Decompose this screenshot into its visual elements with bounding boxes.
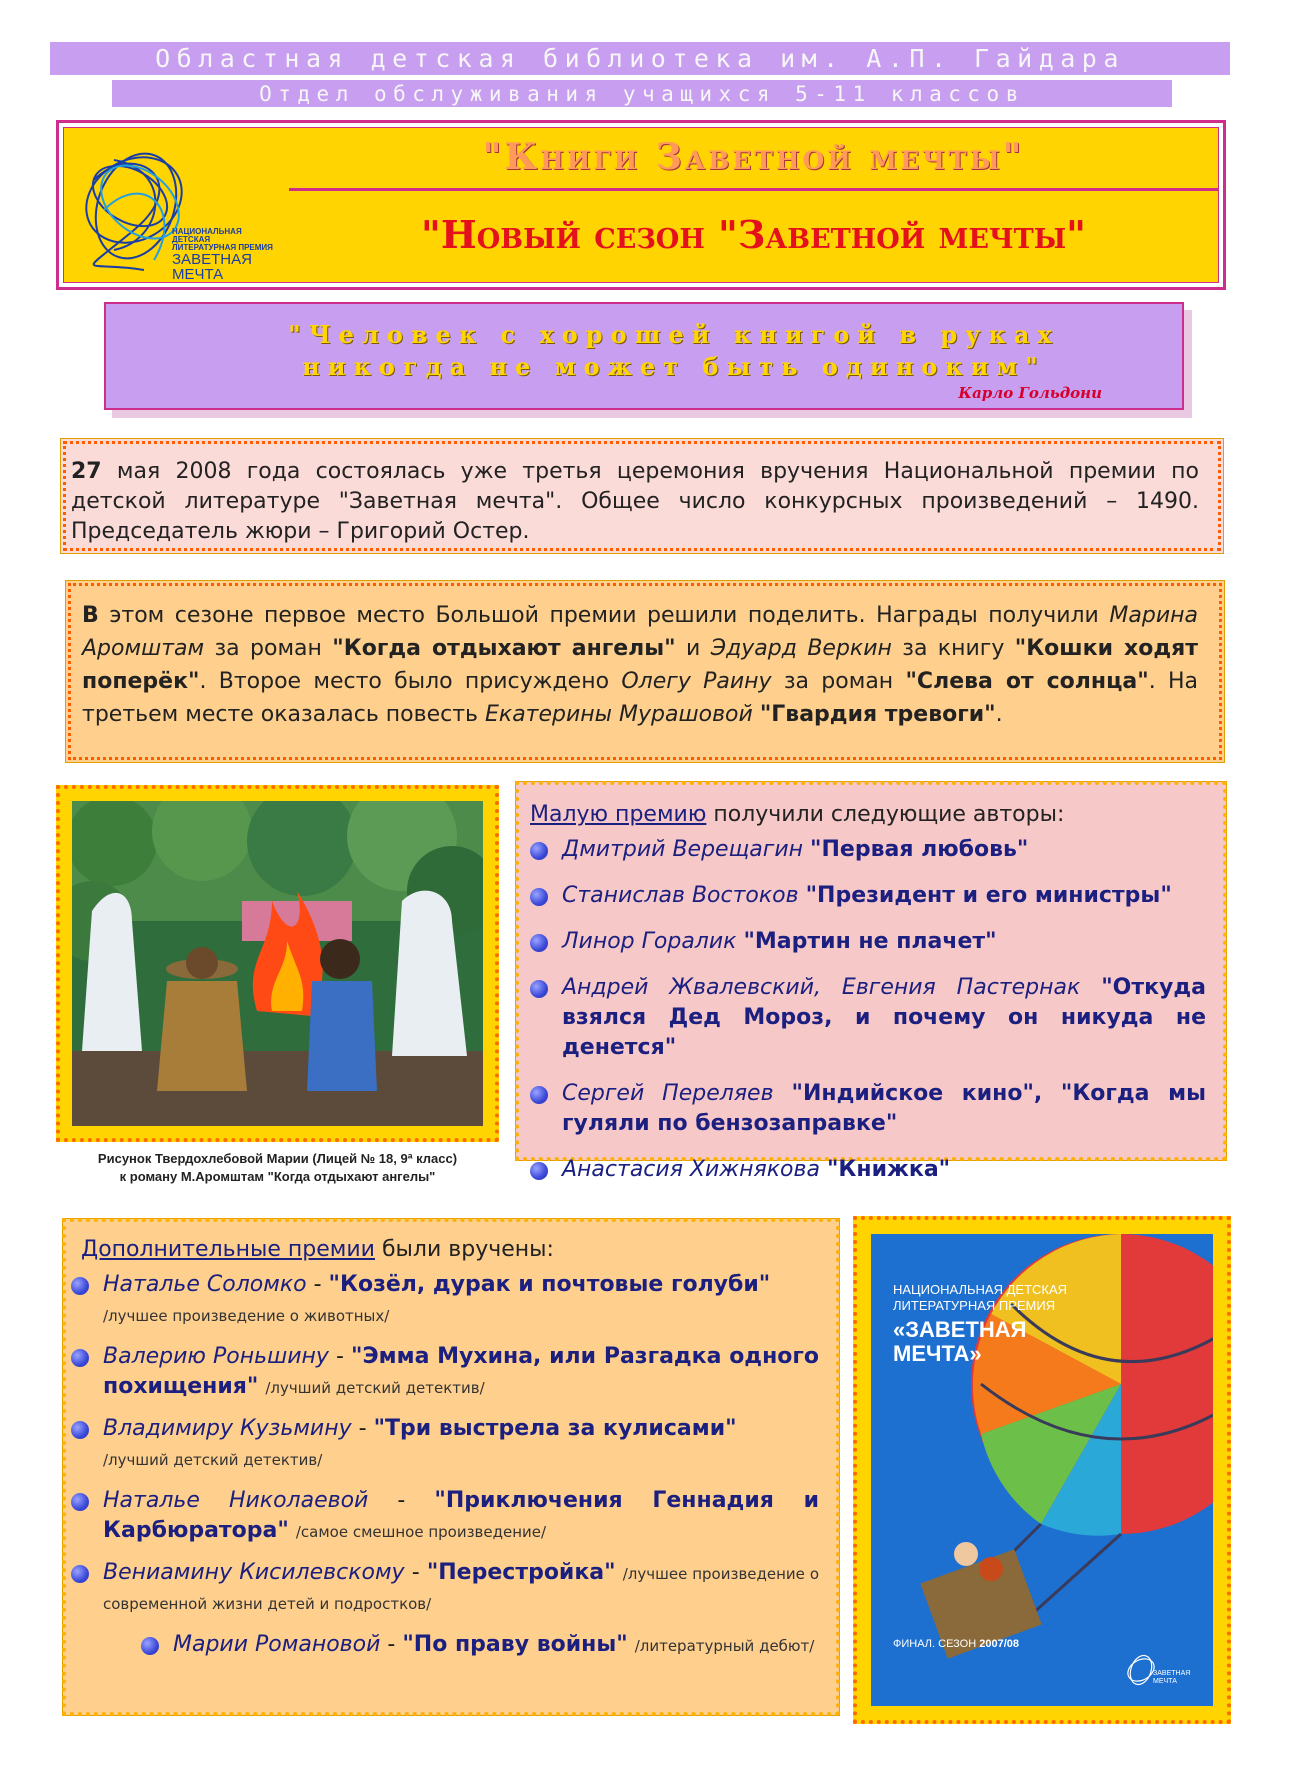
small-prize-heading bbox=[530, 802, 1206, 827]
cover-footer-label: ФИНАЛ. СЕЗОН bbox=[893, 1638, 980, 1650]
book-title: "Слева от солнца" bbox=[905, 669, 1149, 694]
book-title: "Мартин не плачет" bbox=[743, 929, 997, 954]
book-title: "Индийское кино", "Когда мы гуляли по бензозаправке" bbox=[562, 1081, 1206, 1136]
list-item bbox=[141, 1630, 819, 1660]
quote-block bbox=[104, 302, 1184, 410]
separator: - bbox=[380, 1632, 403, 1657]
cover-logo-text bbox=[1153, 1670, 1190, 1686]
author-name: Олегу Раину bbox=[621, 669, 772, 694]
cover-subtitle-line-1: НАЦИОНАЛЬНАЯ ДЕТСКАЯ bbox=[893, 1282, 1068, 1297]
extra-prizes-heading-rest: были вручены: bbox=[374, 1237, 554, 1262]
list-item bbox=[530, 1079, 1206, 1139]
award-logo-word2: МЕЧТА bbox=[172, 266, 224, 283]
list-item bbox=[530, 881, 1206, 911]
book-title: "Книжка" bbox=[826, 1157, 951, 1182]
prize-category: /литературный дебют/ bbox=[634, 1637, 815, 1655]
list-item bbox=[71, 1558, 819, 1618]
book-cover-frame bbox=[853, 1216, 1231, 1724]
cover-title bbox=[893, 1318, 1027, 1366]
author-name: Владимиру Кузьмину bbox=[103, 1416, 352, 1441]
prize-category: /лучшее произведение о животных/ bbox=[103, 1307, 390, 1325]
department-name: Отдел обслуживания учащихся 5-11 классов bbox=[259, 81, 1025, 106]
prize-category: /лучшее произведение о современной жизни детей и подростков/ bbox=[103, 1565, 820, 1613]
cover-footer bbox=[893, 1638, 1019, 1650]
author-name: Анастасия Хижнякова bbox=[562, 1157, 820, 1182]
illustration-image bbox=[72, 801, 483, 1126]
book-title: "Президент и его министры" bbox=[805, 883, 1172, 908]
cover-logo bbox=[1123, 1652, 1193, 1692]
extra-prizes-panel bbox=[62, 1218, 840, 1716]
author-name: Вениамину Кисилевскому bbox=[103, 1560, 405, 1585]
cover-title-line-1: «ЗАВЕТНАЯ bbox=[893, 1317, 1027, 1342]
bullet-icon bbox=[530, 842, 548, 860]
author-name: Сергей Переляев bbox=[562, 1081, 774, 1106]
page-title: "Книги Заветной мечты" bbox=[482, 136, 1025, 178]
bullet-icon bbox=[71, 1565, 89, 1583]
text-fragment bbox=[753, 702, 760, 727]
book-title: "Гвардия тревоги" bbox=[759, 702, 996, 727]
author-name: Екатерины Мурашовой bbox=[485, 702, 753, 727]
list-item bbox=[71, 1486, 819, 1546]
cover-logo-word1: ЗАВЕТНАЯ bbox=[1153, 1670, 1191, 1677]
small-prize-heading-key: Малую премию bbox=[530, 802, 707, 827]
author-name: Андрей Жвалевский, Евгения Пастернак bbox=[562, 975, 1081, 1000]
book-title: "Приключения Геннадия и Карбюратора" bbox=[103, 1488, 819, 1543]
separator: - bbox=[328, 1344, 352, 1369]
cover-footer-season: 2007/08 bbox=[979, 1638, 1020, 1650]
text-fragment: за книгу bbox=[891, 636, 1015, 661]
author-name: Валерию Роньшину bbox=[103, 1344, 329, 1369]
quote-line-2: никогда не может быть одиноким" bbox=[302, 352, 1046, 381]
cover-subtitle-line-2: ЛИТЕРАТУРНАЯ ПРЕМИЯ bbox=[893, 1298, 1056, 1313]
book-title: "Откуда взялся Дед Мороз, и почему он никуда не денется" bbox=[562, 975, 1206, 1060]
author-name: Марии Романовой bbox=[173, 1632, 381, 1657]
award-logo bbox=[74, 140, 284, 283]
text-fragment: этом сезоне первое место Большой премии решили поделить. Награды получили bbox=[98, 603, 1110, 628]
book-title: "Козёл, дурак и почтовые голуби" bbox=[328, 1272, 771, 1297]
cover-subtitle bbox=[893, 1282, 1067, 1314]
cover-logo-word2: МЕЧТА bbox=[1153, 1678, 1177, 1685]
bullet-icon bbox=[530, 1086, 548, 1104]
title-block bbox=[56, 120, 1226, 290]
award-logo-word1: ЗАВЕТНАЯ bbox=[172, 251, 252, 268]
illustration-caption bbox=[50, 1150, 505, 1186]
text-fragment: . bbox=[995, 702, 1003, 727]
bullet-icon bbox=[71, 1421, 89, 1439]
author-name: Наталье Николаевой bbox=[103, 1488, 369, 1513]
list-item bbox=[530, 973, 1206, 1063]
book-title: "Кошки ходят поперёк" bbox=[82, 636, 1198, 694]
author-name: Эдуард Веркин bbox=[710, 636, 892, 661]
list-item bbox=[71, 1270, 819, 1330]
separator: - bbox=[368, 1488, 435, 1513]
text-fragment: и bbox=[675, 636, 711, 661]
quote-author: Карло Гольдони bbox=[958, 384, 1102, 402]
book-cover bbox=[871, 1234, 1213, 1706]
bullet-icon bbox=[530, 1162, 548, 1180]
bullet-icon bbox=[530, 934, 548, 952]
extra-prizes-heading bbox=[71, 1237, 819, 1262]
bullet-icon bbox=[71, 1349, 89, 1367]
quote-line-1: "Человек с хорошей книгой в руках bbox=[288, 320, 1060, 349]
library-name-bar bbox=[50, 42, 1230, 75]
extra-prizes-heading-key: Дополнительные премии bbox=[81, 1237, 375, 1262]
text-fragment: . На третьем месте оказалась повесть bbox=[82, 669, 1199, 727]
text-fragment: . Второе место было присуждено bbox=[199, 669, 622, 694]
page-subtitle: "Новый сезон "Заветной мечты" bbox=[421, 212, 1086, 257]
separator: - bbox=[351, 1416, 374, 1441]
caption-line-1: Рисунок Твердохлебовой Марии (Лицей № 18, 9ª класс) bbox=[97, 1151, 458, 1166]
library-name: Областная детская библиотека им. А.П. Гайдара bbox=[155, 44, 1125, 73]
separator: - bbox=[306, 1272, 329, 1297]
department-bar bbox=[112, 80, 1172, 107]
book-title: "Перестройка" bbox=[426, 1560, 616, 1585]
bullet-icon bbox=[530, 980, 548, 998]
small-prize-panel bbox=[515, 781, 1227, 1182]
text-fragment: за роман bbox=[204, 636, 333, 661]
book-title: "По праву войны" bbox=[402, 1632, 628, 1657]
author-name: Марина Аромштам bbox=[82, 603, 1198, 661]
main-prize-paragraph bbox=[65, 580, 1225, 763]
author-name: Станислав Востоков bbox=[562, 883, 799, 908]
bullet-icon bbox=[71, 1493, 89, 1511]
bullet-icon bbox=[141, 1637, 159, 1655]
list-item bbox=[530, 835, 1206, 865]
small-prize-heading-rest: получили следующие авторы: bbox=[706, 802, 1065, 827]
cover-title-line-2: МЕЧТА» bbox=[893, 1341, 982, 1366]
award-logo-text bbox=[172, 228, 276, 282]
list-item bbox=[530, 1155, 1206, 1185]
book-title: "Эмма Мухина, или Разгадка одного похищения" bbox=[103, 1344, 819, 1399]
intro-date-number: 27 bbox=[71, 459, 102, 484]
separator: - bbox=[404, 1560, 427, 1585]
book-title: "Первая любовь" bbox=[810, 837, 1029, 862]
author-name: Линор Горалик bbox=[562, 929, 737, 954]
bullet-icon bbox=[71, 1277, 89, 1295]
prize-category: /лучший детский детектив/ bbox=[265, 1379, 485, 1397]
illustration-frame bbox=[56, 785, 499, 1142]
caption-line-2: к роману М.Аромштам "Когда отдыхают ангелы" bbox=[119, 1169, 436, 1184]
author-name: Наталье Соломко bbox=[103, 1272, 307, 1297]
award-logo-small: НАЦИОНАЛЬНАЯ ДЕТСКАЯ ЛИТЕРАТУРНАЯ ПРЕМИЯ bbox=[172, 227, 273, 252]
book-title: "Когда отдыхают ангелы" bbox=[332, 636, 676, 661]
title-panel bbox=[63, 127, 1219, 283]
intro-paragraph bbox=[60, 438, 1224, 554]
list-item bbox=[530, 927, 1206, 957]
prize-category: /самое смешное произведение/ bbox=[295, 1523, 547, 1541]
list-item bbox=[71, 1414, 819, 1474]
campfire-painting-icon bbox=[72, 801, 483, 1126]
title-divider bbox=[289, 188, 1218, 191]
author-name: Дмитрий Верещагин bbox=[562, 837, 804, 862]
book-title: "Три выстрела за кулисами" bbox=[373, 1416, 737, 1441]
list-item bbox=[71, 1342, 819, 1402]
text-fragment: за роман bbox=[771, 669, 906, 694]
paragraph-initial: В bbox=[82, 603, 99, 628]
prize-category: /лучший детский детектив/ bbox=[103, 1451, 323, 1469]
bullet-icon bbox=[530, 888, 548, 906]
intro-text: мая 2008 года состоялась уже третья церемония вручения Национальной премии по детской литературе "Заветная мечта". Общее число конкурсных произведений – 1490. Председатель жюри – Григорий Остер. bbox=[71, 459, 1199, 544]
